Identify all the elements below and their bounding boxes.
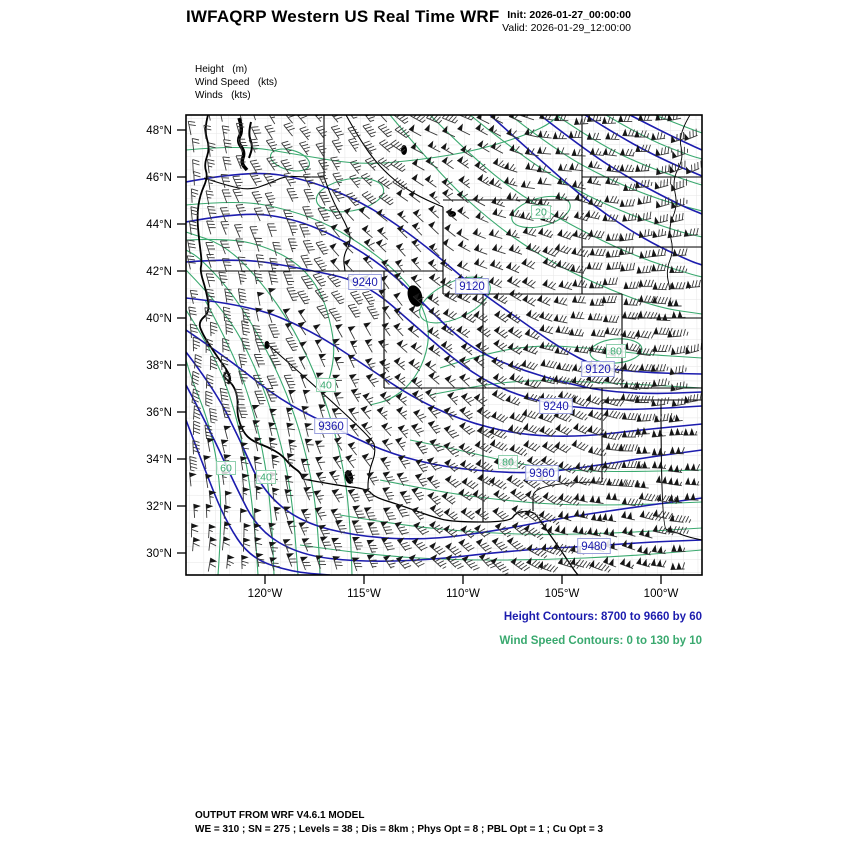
wind-speed-contour-label bbox=[607, 345, 626, 358]
lat-tick-label: 34°N bbox=[146, 454, 172, 466]
svg-text:40: 40 bbox=[260, 471, 272, 484]
model-config-line: WE = 310 ; SN = 275 ; Levels = 38 ; Dis = 8km ; Phys Opt = 8 ; PBL Opt = 1 ; Cu Opt = 3 bbox=[195, 823, 604, 835]
svg-text:9120: 9120 bbox=[585, 364, 611, 376]
height-contour-label bbox=[582, 362, 615, 377]
contour-legends bbox=[0, 605, 702, 653]
wind-speed-contour-label bbox=[499, 456, 518, 469]
model-info bbox=[195, 809, 603, 836]
svg-text:20: 20 bbox=[535, 206, 547, 219]
height-contour-label bbox=[526, 466, 559, 481]
lon-tick-label: 105°W bbox=[544, 588, 580, 600]
svg-text:9360: 9360 bbox=[529, 468, 555, 480]
lakes bbox=[265, 145, 457, 485]
lat-tick-label: 48°N bbox=[146, 125, 172, 137]
height-contour-legend: Height Contours: 8700 to 9660 by 60 bbox=[503, 611, 702, 623]
height-contour-label bbox=[315, 419, 348, 434]
wind-speed-contour-legend: Wind Speed Contours: 0 to 130 by 10 bbox=[499, 635, 702, 647]
wind-speed-contour-label bbox=[532, 206, 551, 219]
variable-legend-row: Winds (kts) bbox=[195, 90, 251, 101]
model-output-line: OUTPUT FROM WRF V4.6.1 MODEL bbox=[195, 810, 365, 821]
lat-tick-label: 42°N bbox=[146, 266, 172, 278]
svg-text:9360: 9360 bbox=[318, 421, 344, 433]
lon-tick-label: 110°W bbox=[446, 588, 480, 600]
valid-time: Valid: 2026-01-29_12:00:00 bbox=[502, 22, 631, 34]
variable-legend-row: Wind Speed (kts) bbox=[195, 77, 278, 88]
height-contour-label bbox=[578, 539, 611, 554]
lon-tick-label: 120°W bbox=[247, 588, 283, 600]
wind-speed-contour-label bbox=[217, 462, 236, 475]
lat-tick-label: 30°N bbox=[146, 548, 172, 560]
svg-text:80: 80 bbox=[610, 345, 622, 358]
lon-tick-label: 100°W bbox=[643, 588, 679, 600]
wind-speed-contour-label bbox=[257, 471, 276, 484]
lat-tick-label: 46°N bbox=[146, 172, 172, 184]
height-contour-label bbox=[456, 279, 489, 294]
svg-text:80: 80 bbox=[502, 456, 514, 469]
svg-text:40: 40 bbox=[320, 379, 332, 392]
svg-text:9240: 9240 bbox=[352, 277, 378, 289]
wind-speed-contour-label bbox=[317, 379, 336, 392]
lat-tick-label: 36°N bbox=[146, 407, 172, 419]
lat-tick-label: 40°N bbox=[146, 313, 172, 325]
lat-tick-label: 38°N bbox=[146, 360, 172, 372]
plot-title: IWFAQRP Western US Real Time WRF bbox=[186, 7, 500, 26]
height-contour-label bbox=[540, 399, 573, 414]
svg-text:60: 60 bbox=[220, 462, 232, 475]
lon-tick-label: 115°W bbox=[347, 588, 381, 600]
lat-tick-label: 44°N bbox=[146, 219, 172, 231]
svg-text:9240: 9240 bbox=[543, 401, 569, 413]
height-contour-label bbox=[349, 275, 382, 290]
svg-text:9480: 9480 bbox=[581, 541, 607, 553]
variable-legend-row: Height (m) bbox=[195, 64, 248, 75]
init-time: Init: 2026-01-27_00:00:00 bbox=[507, 9, 631, 21]
lat-tick-label: 32°N bbox=[146, 501, 172, 513]
svg-text:9120: 9120 bbox=[459, 281, 485, 293]
